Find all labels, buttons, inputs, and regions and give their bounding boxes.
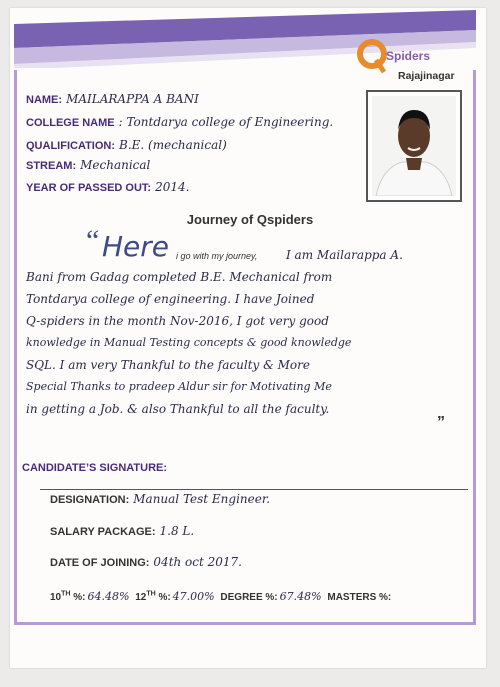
journey-line: Bani from Gadag completed B.E. Mechanical from xyxy=(26,270,333,284)
journey-line: Q-spiders in the month Nov-2016, I got very good xyxy=(26,314,329,328)
Q-logo-icon xyxy=(356,36,388,76)
field-name xyxy=(26,92,199,106)
candidate-photo xyxy=(366,90,462,202)
section-divider xyxy=(40,489,468,490)
masters-label: MASTERS %: xyxy=(327,592,392,603)
field-designation xyxy=(50,492,270,506)
field-salary xyxy=(50,524,194,538)
field-label: SALARY PACKAGE: xyxy=(50,526,156,538)
logo-wordmark: Spiders xyxy=(386,49,431,63)
field-value: 2014. xyxy=(155,180,190,194)
twelfth-label xyxy=(135,592,170,603)
degree-label: DEGREE %: xyxy=(220,592,278,603)
field-college xyxy=(26,115,333,129)
field-value: Manual Test Engineer. xyxy=(133,492,271,506)
field-value: : Tontdarya college of Engineering. xyxy=(118,115,334,129)
logo-branch: Rajajinagar xyxy=(398,70,455,82)
signature-label: CANDIDATE’S SIGNATURE: xyxy=(22,462,168,474)
tenth-suffix: %: xyxy=(70,592,86,603)
field-label: NAME: xyxy=(26,94,63,106)
tenth-label xyxy=(50,592,85,603)
field-label: DATE OF JOINING: xyxy=(50,557,150,569)
field-label: QUALIFICATION: xyxy=(26,140,116,152)
portrait-image xyxy=(372,96,456,196)
journey-line: in getting a Job. & also Thankful to all the faculty. xyxy=(26,402,330,416)
field-label: STREAM: xyxy=(26,160,77,172)
field-value: B.E. (mechanical) xyxy=(119,138,227,152)
field-value: 1.8 L. xyxy=(159,524,195,538)
field-qualification xyxy=(26,138,227,152)
percentages-row xyxy=(50,590,396,603)
here-heading: Here xyxy=(102,230,170,263)
field-year-passed xyxy=(26,180,189,194)
journey-title: Journey of Qspiders xyxy=(186,212,314,227)
twelfth-value: 47.00% xyxy=(172,590,215,603)
tenth-number: 10 xyxy=(50,592,62,603)
tenth-value: 64.48% xyxy=(87,590,130,603)
journey-line: knowledge in Manual Testing concepts & good knowledge xyxy=(26,336,352,349)
field-stream xyxy=(26,158,150,172)
field-value: Mechanical xyxy=(80,158,151,172)
journey-line: SQL. I am very Thankful to the faculty & More xyxy=(26,358,310,372)
twelfth-suffix: %: xyxy=(155,592,171,603)
twelfth-sup: TH xyxy=(146,590,156,598)
field-label: YEAR OF PASSED OUT: xyxy=(26,182,152,194)
field-joining-date xyxy=(50,555,242,569)
twelfth-number: 12 xyxy=(135,592,147,603)
field-value: 04th oct 2017. xyxy=(153,555,242,569)
field-value: MAILARAPPA A BANI xyxy=(66,92,199,106)
journey-printed-text: i go with my journey, xyxy=(176,251,258,261)
tenth-sup: TH xyxy=(61,590,71,598)
journey-line: I am Mailarappa A. xyxy=(286,248,403,262)
journey-line: Tontdarya college of engineering. I have Joined xyxy=(26,292,315,306)
close-quote: ” xyxy=(437,414,445,431)
journey-line: Special Thanks to pradeep Aldur sir for Motivating Me xyxy=(26,380,332,393)
field-label: COLLEGE NAME xyxy=(26,117,115,129)
open-quote: “ xyxy=(86,224,100,257)
field-label: DESIGNATION: xyxy=(50,494,130,506)
degree-value: 67.48% xyxy=(279,590,322,603)
